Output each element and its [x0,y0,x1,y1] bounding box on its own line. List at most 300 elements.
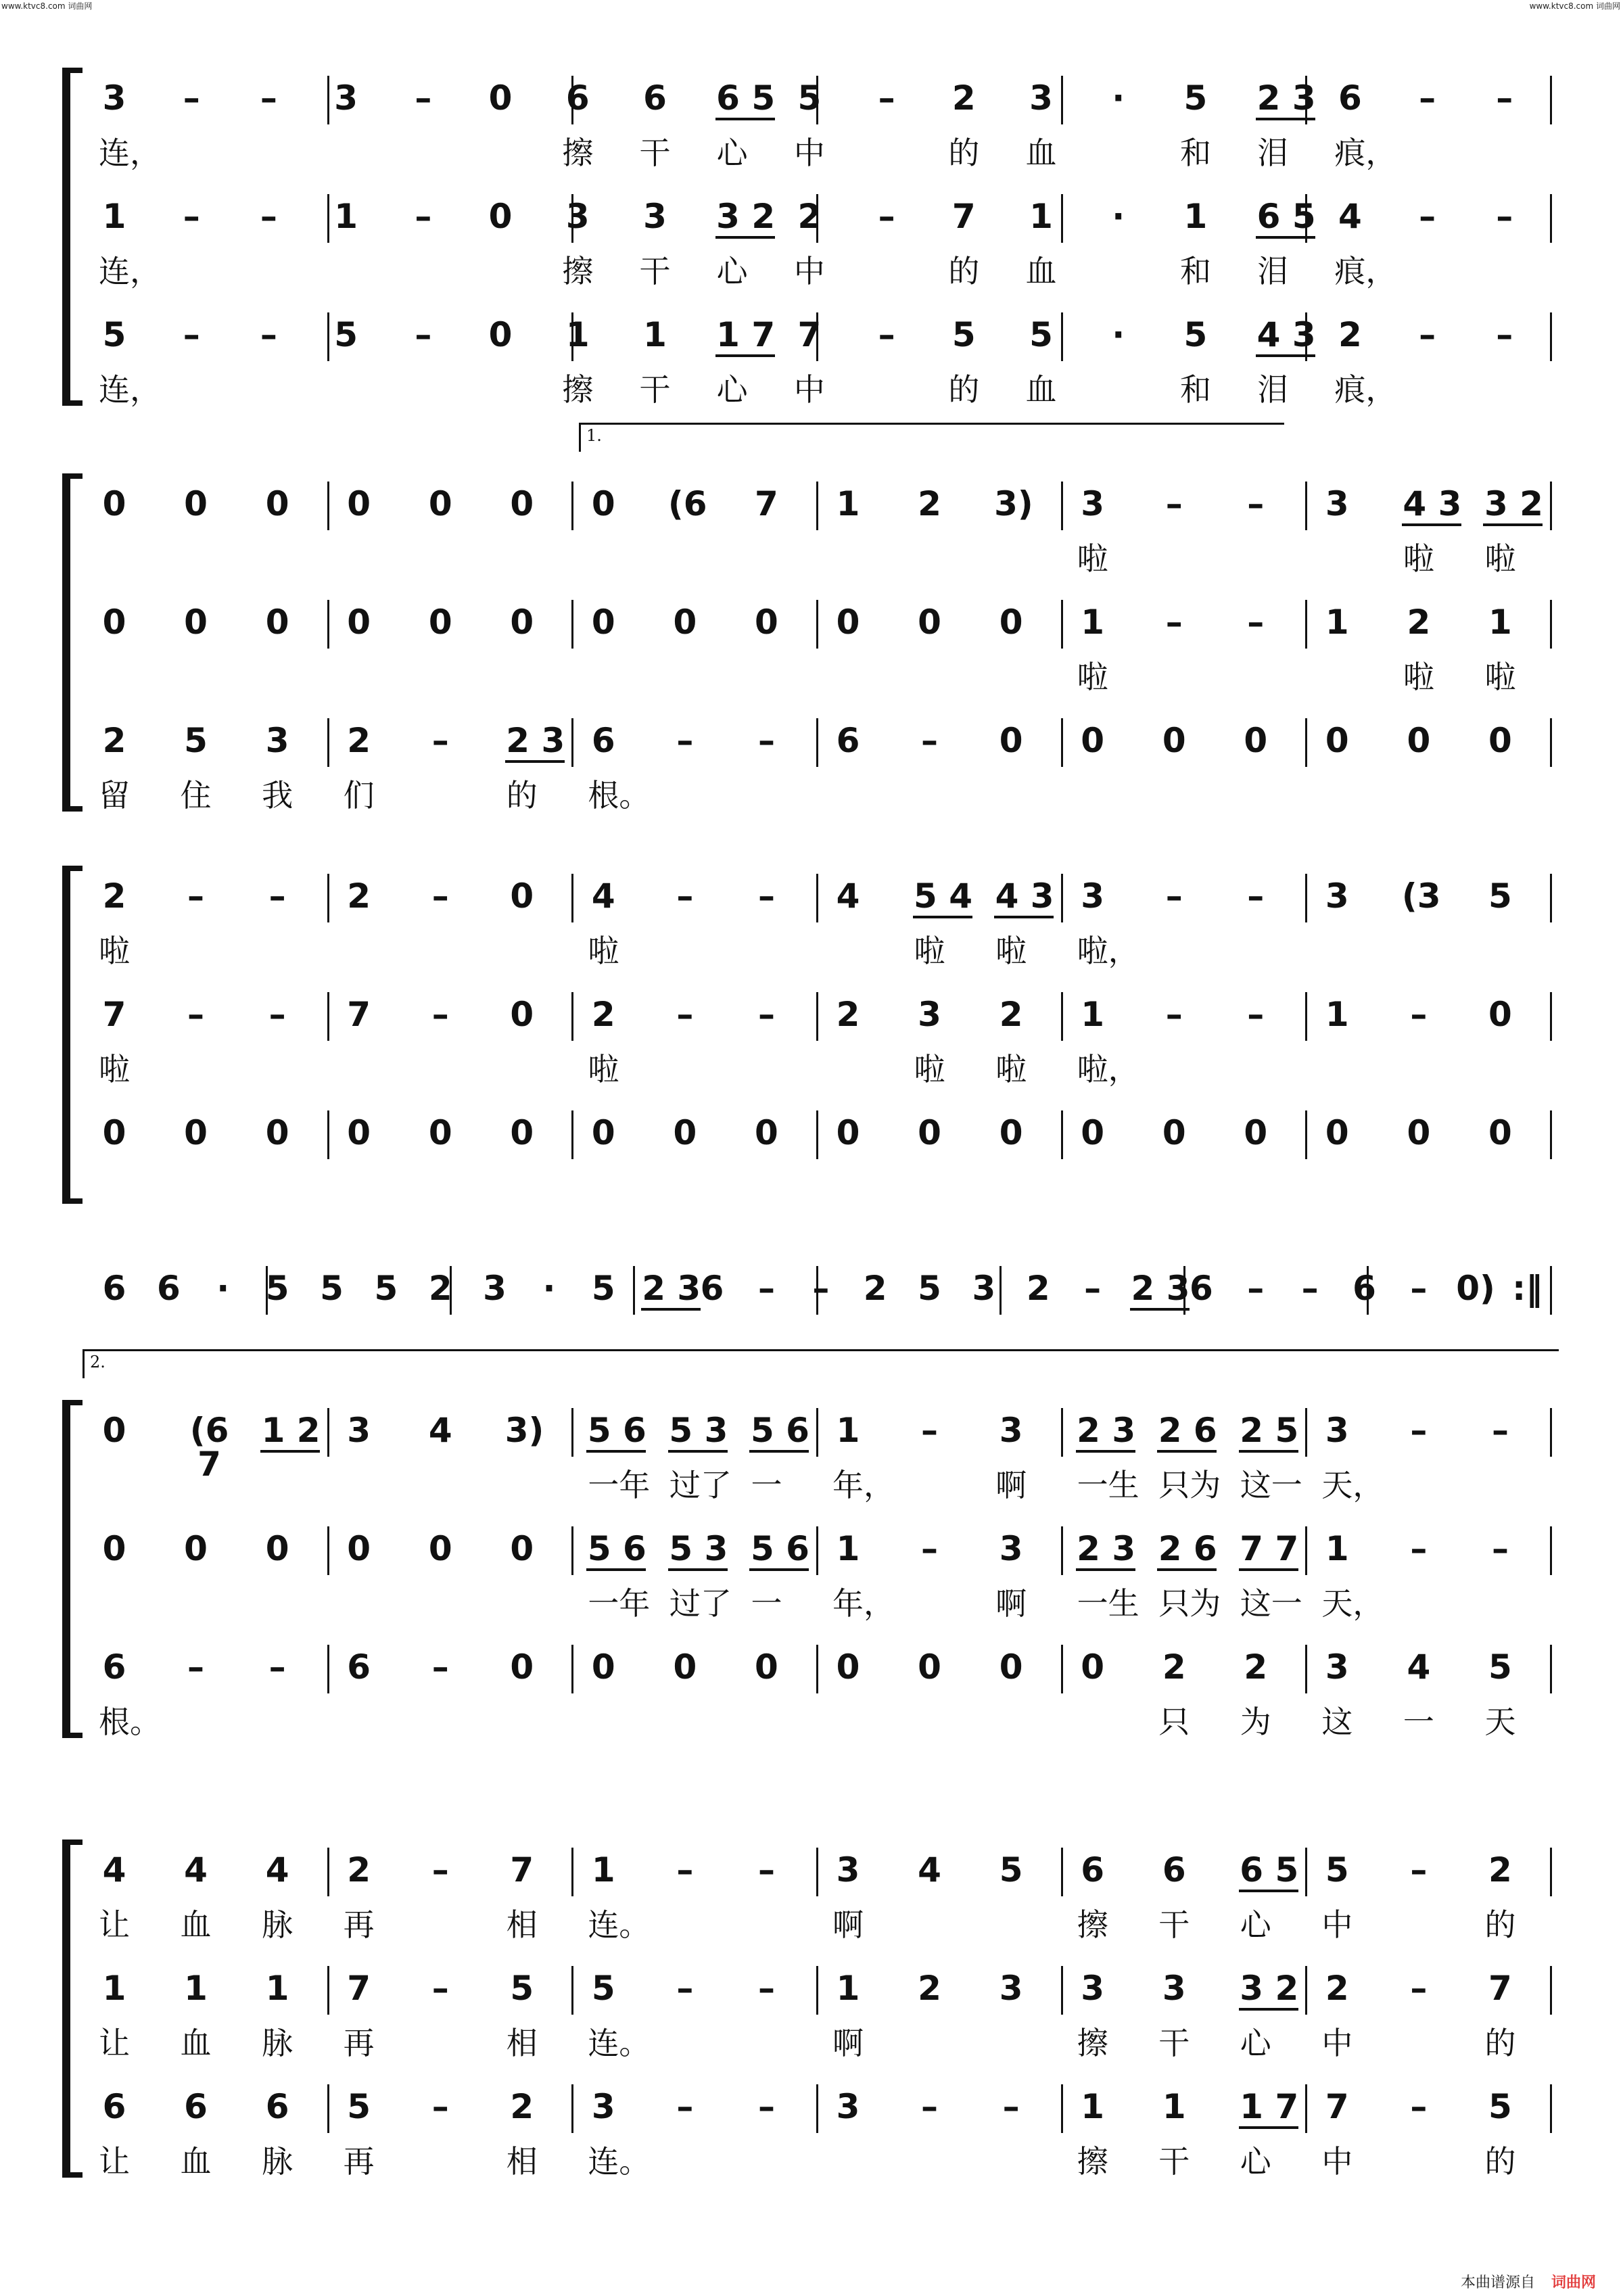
bar-line [1305,1110,1307,1159]
bar-line [816,1848,818,1896]
lyric: 连， [99,135,161,171]
note: 6 [565,78,590,118]
note: 3 [1081,1969,1105,2008]
note: 5 6 [587,1411,646,1450]
bar-line [327,1526,329,1575]
note: 0 [265,1113,289,1152]
note: – [1410,1969,1428,2008]
note: – [757,2087,775,2126]
note: 7 [755,484,778,523]
note: – [878,78,895,118]
note: 0 [999,1113,1023,1152]
lyric: 的 [948,371,980,408]
bar-line [1550,76,1552,124]
note: 5 [334,315,358,354]
note: 0 [755,603,778,642]
lyric: 一生 [1077,1585,1139,1622]
lyric: 擦 [1077,1906,1108,1943]
note: – [1410,2087,1428,2126]
bar-line [1550,1110,1552,1159]
volta-label: 2. [90,1353,105,1372]
bar-line [1061,1848,1063,1896]
note: – [676,995,694,1034]
bar-line [1061,1408,1063,1457]
note: 3 [836,1850,860,1890]
note: 6 5 [1256,197,1316,236]
bar-line [1305,1526,1307,1575]
lyric: 相 [506,1906,538,1943]
lyric: 年， [832,1467,895,1503]
note: 1 [836,1529,860,1568]
lyric: 中 [793,253,825,289]
lyric: 的 [1484,1906,1516,1943]
lyric: 一 [751,1585,782,1622]
note: 3 [1325,876,1349,916]
system-bracket [62,1840,70,2178]
underline [715,354,775,357]
note: 0 [347,603,371,642]
lyric: 相 [506,2025,538,2061]
note: 5 [591,1969,615,2008]
note: 6 [1081,1850,1105,1890]
note: – [431,995,449,1034]
bar-line [1550,874,1552,922]
note: 0 [510,484,534,523]
underline [1157,1568,1217,1571]
lyric: 一 [1403,1704,1434,1740]
note: 4 [1338,197,1362,236]
lyric: 天， [1321,1467,1384,1503]
note: – [268,876,286,916]
note: 3 [918,995,941,1034]
note: 4 [265,1850,289,1890]
note: 0 [184,1113,208,1152]
note: – [431,721,449,760]
note: 2 [428,1269,452,1308]
note: – [757,1850,775,1890]
note: 5 [265,1269,289,1308]
lyric: 啊 [832,1906,864,1943]
bar-line [327,2084,329,2133]
lyric: 中 [1321,2143,1353,2180]
lyric: 心 [716,371,748,408]
note: – [183,315,200,354]
note: – [1084,1269,1102,1308]
bar-line [327,718,329,767]
note: – [431,1850,449,1890]
lyric: 只 [1158,1704,1190,1740]
bar-line [571,600,573,649]
lyric: 啊 [832,2025,864,2061]
note: 0 [1162,721,1186,760]
system-bracket [62,68,70,406]
note: – [183,78,200,118]
bar-line [1061,482,1063,530]
bar-line [1061,312,1063,361]
system-bracket [62,1400,70,1738]
lyric: 啦 [99,1051,130,1087]
note: 5 [1488,876,1512,916]
note: 3 [1325,484,1349,523]
note: 0 [102,1113,126,1152]
note: 3) [504,1411,544,1450]
note: 7 7 [1240,1529,1299,1568]
note: 0 [184,484,208,523]
note: 0 [673,603,697,642]
underline [715,236,775,239]
note: 6 [102,1647,126,1687]
lyric: 心 [716,253,748,289]
note: 2 [1244,1647,1268,1687]
note: 4 3 [995,876,1054,916]
note: 0 [999,721,1023,760]
lyric: 啦 [588,933,619,969]
lyric: 这 [1321,1704,1353,1740]
bar-line [1550,1848,1552,1896]
note: 2 [797,197,822,236]
lyric: 这一 [1240,1467,1302,1503]
lyric: 啦 [99,933,130,969]
bar-line [1305,874,1307,922]
note: 2 3 [642,1269,701,1308]
note: 1 [1081,995,1105,1034]
lyric: 痕， [1334,371,1397,408]
note: 1 [102,1969,126,2008]
bar-line [571,1966,573,2015]
note: 3 2 [716,197,776,236]
note: – [1491,1529,1509,1568]
lyric: 让 [99,1906,130,1943]
note: 0 [755,1113,778,1152]
note: 0 [918,1647,941,1687]
bar-line [816,992,818,1041]
lyric: 过了 [669,1467,732,1503]
note: 0 [428,1113,452,1152]
note: 3) [994,484,1033,523]
bar-line [1550,312,1552,361]
bar-line [1550,194,1552,243]
bar-line [1061,1110,1063,1159]
header-left: www.ktvc8.com 词曲网 [1,1,93,11]
note: 5 [1183,78,1208,118]
bar-line [327,1645,329,1693]
note: 5 [510,1969,534,2008]
note: 4 [918,1850,941,1890]
note: 1 [1325,603,1349,642]
lyric: 干 [639,253,671,289]
bar-line [1305,992,1307,1041]
bar-line [816,482,818,530]
bar-line [327,1966,329,2015]
bar-line [1061,718,1063,767]
volta-label: 1. [586,426,602,445]
note: – [757,1969,775,2008]
note: 0 [510,1529,534,1568]
note: – [415,78,432,118]
lyric: 啦 [995,933,1027,969]
underline [1076,1568,1135,1571]
bar-line [1550,482,1552,530]
lyric: 一生 [1077,1467,1139,1503]
bar-line [1061,992,1063,1041]
note: – [268,995,286,1034]
note: 4 3 [1256,315,1316,354]
note: – [1301,1269,1319,1308]
volta-bracket [579,423,1284,452]
lyric: 再 [343,2143,375,2180]
bar-line [571,1526,573,1575]
lyric: 血 [180,2143,212,2180]
note: (6 [667,484,707,523]
underline [1130,1308,1190,1311]
note: 5 6 [750,1529,809,1568]
note: – [187,1647,205,1687]
note: 0 [488,197,513,236]
note: – [1247,995,1265,1034]
note: 1 [565,315,590,354]
lyric: 啊 [995,1585,1027,1622]
volta-bracket [83,1349,1559,1378]
underline [668,1568,728,1571]
note: 0 [102,484,126,523]
lyric: 让 [99,2025,130,2061]
note: 0 [1488,995,1512,1034]
bar-line [327,482,329,530]
lyric: 啊 [995,1467,1027,1503]
note: 6 [1162,1850,1186,1890]
note: 5 [1488,1647,1512,1687]
note: 1 [836,484,860,523]
note: 1 [1183,197,1208,236]
note: 2 [347,1850,371,1890]
note: 0 [999,603,1023,642]
bar-line [1305,1408,1307,1457]
lyric: 的 [948,253,980,289]
note: 0 [1488,1113,1512,1152]
note: – [878,315,895,354]
note: 2 [1162,1647,1186,1687]
note: – [1410,1411,1428,1450]
bar-line [1305,1645,1307,1693]
bar-line [1550,2084,1552,2133]
lyric: 啦 [1484,659,1516,695]
lyric: 的 [948,135,980,171]
note: 3 [565,197,590,236]
bar-line [816,718,818,767]
note: 3 [972,1269,996,1308]
lyric: 泪 [1257,253,1289,289]
lyric: 血 [1025,371,1057,408]
note: 3 [347,1411,371,1450]
bar-line [327,874,329,922]
lyric: 擦 [562,135,594,171]
note: (6 7 [189,1411,229,1484]
note: · [542,1269,556,1308]
bar-line [816,600,818,649]
note: – [676,2087,694,2126]
note: 0 [1081,1113,1105,1152]
note: – [878,197,895,236]
note: – [1247,603,1265,642]
system-bracket [62,473,70,812]
lyric: 擦 [1077,2143,1108,2180]
note: 2 [510,2087,534,2126]
underline [1239,1568,1298,1571]
bar-line [1305,1848,1307,1896]
note: 3 [102,78,126,118]
note: 7 [951,197,976,236]
note: – [676,1850,694,1890]
note: 0 [428,1529,452,1568]
lyric: 我 [262,777,293,814]
note: – [431,1969,449,2008]
lyric: 啦， [1077,933,1139,969]
bar-line [571,992,573,1041]
lyric: 留 [99,777,130,814]
note: 1 [1325,1529,1349,1568]
bar-line [571,2084,573,2133]
lyric: 啦 [995,1051,1027,1087]
lyric: 血 [180,2025,212,2061]
note: 3 [836,2087,860,2126]
lyric: 干 [1158,2025,1190,2061]
note: 0 [265,603,289,642]
bar-line [1550,1408,1552,1457]
note: 6 [265,2087,289,2126]
note: – [1496,78,1513,118]
underline [668,1450,728,1453]
note: – [260,197,277,236]
note: – [431,876,449,916]
lyric: 中 [1321,2025,1353,2061]
note: 1 [1325,995,1349,1034]
bar-line [327,1848,329,1896]
lyric: 连。 [588,2143,651,2180]
lyric: 脉 [262,2143,293,2180]
note: – [183,197,200,236]
note: 1 [102,197,126,236]
bar-line [1061,76,1063,124]
lyric: 啦 [588,1051,619,1087]
note: – [1410,1529,1428,1568]
note: 1 7 [1240,2087,1299,2126]
underline [1256,354,1315,357]
note: 0 [755,1647,778,1687]
note: 5 [797,78,822,118]
note: 0 [591,484,615,523]
bar-line [1550,718,1552,767]
note: 0 [102,603,126,642]
lyric: 让 [99,2143,130,2180]
note: 2 [1488,1850,1512,1890]
underline [1157,1450,1217,1453]
note: – [921,2087,939,2126]
note: 0 [1081,1647,1105,1687]
note: 0 [488,315,513,354]
note: 0 [265,1529,289,1568]
note: 3 [265,721,289,760]
note: 0 [1325,721,1349,760]
bar-line [327,600,329,649]
lyric: 泪 [1257,135,1289,171]
note: 5 3 [669,1529,728,1568]
note: 7 [1488,1969,1512,2008]
note: 2 6 [1158,1411,1217,1450]
lyric: 啦， [1077,1051,1139,1087]
lyric: 们 [343,777,375,814]
lyric: 只为 [1158,1585,1221,1622]
note: – [757,995,775,1034]
note: 0 [1162,1113,1186,1152]
note: 3 2 [1240,1969,1299,2008]
note: 6 [591,721,615,760]
bar-line [1061,1526,1063,1575]
bar-line [571,1645,573,1693]
note: · [1112,78,1125,118]
note: 3 [334,78,358,118]
lyric: 痕， [1334,135,1397,171]
lyric: 血 [1025,135,1057,171]
note: 4 [836,876,860,916]
note: 0 [347,1113,371,1152]
note: 4 [102,1850,126,1890]
note: 0) [1456,1269,1495,1308]
note: 2 [102,721,126,760]
note: 5 [1488,2087,1512,2126]
note: 3 [999,1529,1023,1568]
note: 6 [836,721,860,760]
lyric: 住 [180,777,212,814]
note: – [1410,1269,1428,1308]
note: 1 [591,1850,615,1890]
underline [586,1450,646,1453]
lyric: 啦 [1484,540,1516,577]
bar-line [1305,2084,1307,2133]
bar-line [327,992,329,1041]
lyric: 心 [1240,1906,1271,1943]
lyric: 心 [1240,2025,1271,2061]
note: 5 [347,2087,371,2126]
bar-line [1550,1266,1552,1315]
note: 0 [428,603,452,642]
note: 0 [510,876,534,916]
note: 2 3 [506,721,565,760]
bar-line [571,1408,573,1457]
underline [505,760,565,763]
note: – [1491,1411,1509,1450]
note: 0 [488,78,513,118]
note: 6 [1190,1269,1213,1308]
note: 0 [102,1411,126,1450]
note: 0 [673,1647,697,1687]
underline [1239,1890,1298,1892]
note: 2 [1026,1269,1050,1308]
note: – [1410,1850,1428,1890]
note: 0 [1244,721,1268,760]
bar-line [571,874,573,922]
note: 6 [643,78,667,118]
lyric: 擦 [562,253,594,289]
note: 2 [918,484,941,523]
lyric: 根。 [99,1704,161,1740]
lyric: 的 [1484,2143,1516,2180]
note: – [187,876,205,916]
note: – [1002,2087,1020,2126]
bar-line [571,1110,573,1159]
underline [1402,523,1461,526]
lyric: 啦 [914,1051,945,1087]
note: 6 [1338,78,1362,118]
